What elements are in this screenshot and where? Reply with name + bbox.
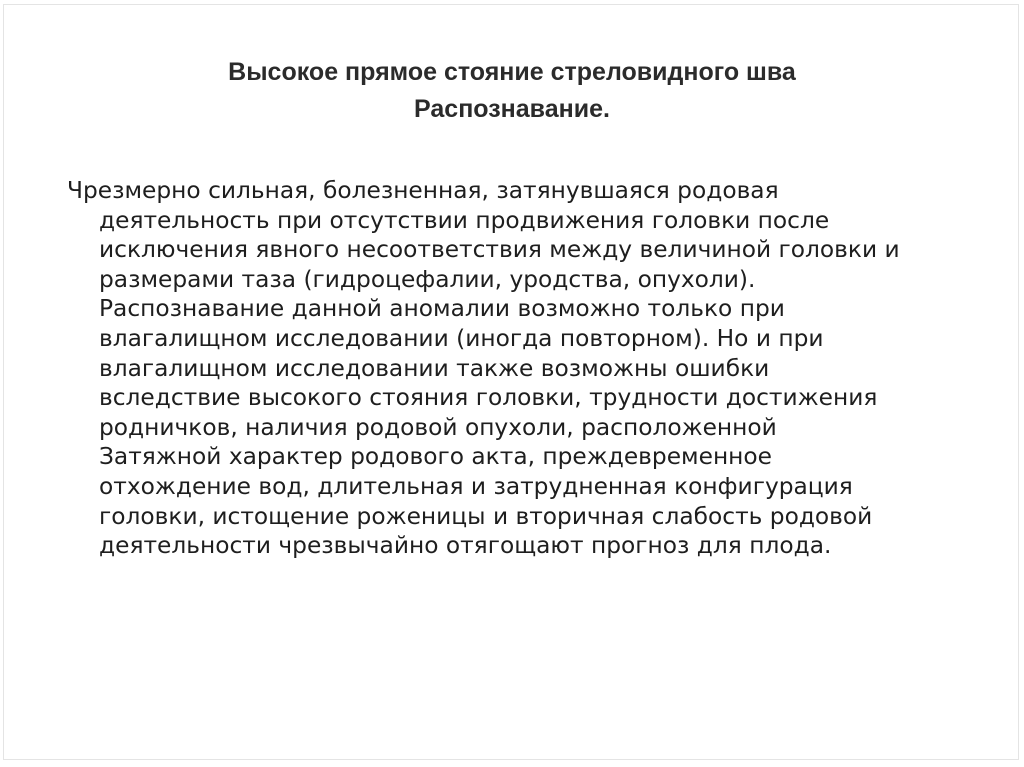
- body-line: исключения явного несоответствия между величиной головки и: [99, 236, 900, 264]
- body-line: головки, истощение роженицы и вторичная слабость родовой: [99, 502, 873, 530]
- body-line: Чрезмерно сильная, болезненная, затянувшаяся родовая: [67, 177, 779, 204]
- slide-title: [120, 54, 904, 128]
- body-line: размерами таза (гидроцефалии, уродства, опухоли).: [99, 265, 756, 293]
- body-line: деятельности чрезвычайно отягощают прогноз для плода.: [99, 532, 832, 560]
- body-line: Распознавание данной аномалии возможно только при: [99, 295, 785, 323]
- title-line-2: Распознавание.: [414, 95, 610, 123]
- body-line: Затяжной характер родового акта, преждевременное: [99, 443, 772, 471]
- body-line: вследствие высокого стояния головки, трудности достижения: [99, 384, 878, 412]
- title-line-1: Высокое прямое стояние стреловидного шва: [228, 58, 796, 86]
- body-line: родничков, наличия родовой опухоли, расположенной: [99, 413, 777, 441]
- body-line: влагалищном исследовании также возможны ошибки: [99, 354, 770, 382]
- body-line: деятельность при отсутствии продвижения головки после: [99, 206, 830, 234]
- body-line: отхождение вод, длительная и затрудненная конфигурация: [99, 472, 853, 500]
- slide-body-paragraph: [67, 176, 977, 561]
- body-line: влагалищном исследовании (иногда повторном). Но и при: [99, 324, 824, 352]
